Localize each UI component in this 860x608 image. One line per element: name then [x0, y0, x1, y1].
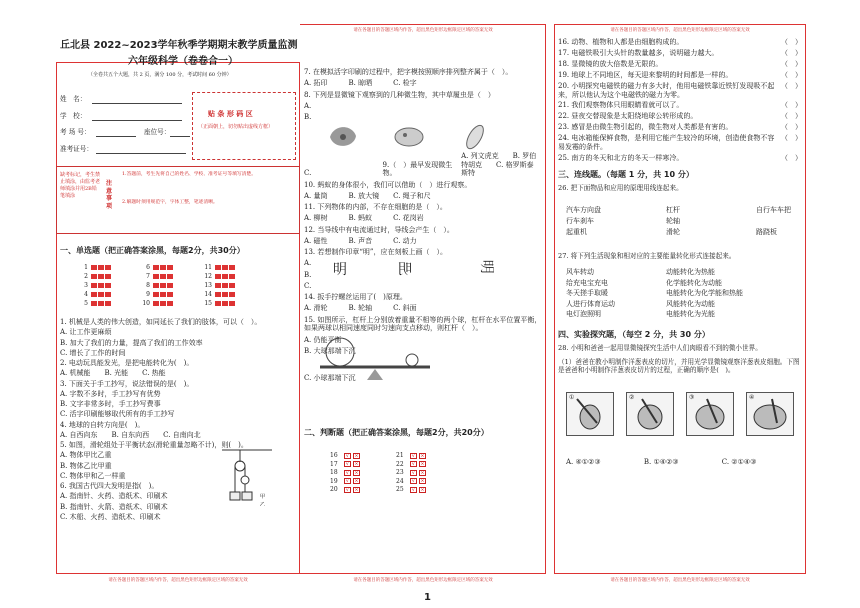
answer-bubble[interactable]: [153, 292, 159, 297]
q28-options: [566, 458, 802, 467]
answer-blank[interactable]: （ ）: [781, 112, 802, 121]
seat-field[interactable]: [170, 136, 190, 137]
match-item[interactable]: 化学能转化为动能: [666, 278, 722, 287]
true-bubble[interactable]: √: [345, 486, 350, 493]
q-line: B. 物体乙比甲重: [60, 461, 112, 470]
q-line: 6. 我国古代四大发明是指( )。: [60, 482, 159, 490]
match-item[interactable]: 冬天搓手取暖: [566, 289, 608, 297]
true-bubble[interactable]: √: [345, 469, 350, 476]
absent-mark: 缺考标记，考生禁止填涂，由监考老师填涂并用2B铅笔填涂: [60, 172, 101, 199]
bubble-column: [138, 264, 174, 309]
false-bubble[interactable]: ×: [354, 452, 359, 459]
name-label: 姓 名：: [60, 95, 87, 103]
question-number: 4: [84, 291, 88, 298]
answer-bubble[interactable]: [222, 292, 228, 297]
match-row: [566, 310, 802, 321]
match-item[interactable]: 起重机: [566, 228, 587, 236]
school-label: 学 校：: [60, 112, 87, 120]
answer-bubble[interactable]: [98, 292, 104, 297]
statement-text: 24. 电冰箱能保鲜食物，是利用它能产生较冷的环境，创造使食物不容易发霉的条件。: [558, 134, 775, 151]
answer-blank[interactable]: （ ）: [781, 70, 802, 79]
question-number: 7: [146, 273, 150, 280]
bubble-row: [138, 282, 174, 291]
match-item[interactable]: 汽车方向盘: [566, 206, 601, 214]
false-bubble[interactable]: ×: [354, 478, 359, 484]
question-number: 20: [330, 486, 338, 493]
page-number: 1: [424, 592, 431, 603]
false-bubble[interactable]: ×: [354, 486, 359, 493]
room-label: 考 场 号：: [60, 128, 91, 136]
match-item[interactable]: 路跷板: [756, 228, 777, 236]
question-number: 25: [396, 486, 404, 493]
q-line: A. 物体甲比乙重: [60, 451, 112, 460]
question-number: 13: [204, 282, 212, 289]
glyph-c: 明: [477, 259, 494, 274]
match-item[interactable]: 行车刹车: [566, 217, 594, 225]
section-1-title: 一、单选题（把正确答案涂黑，每题2分，共30分）: [60, 246, 245, 255]
match-row: [566, 300, 802, 311]
q2-line: 9.（ ）最早发现微生物。: [382, 160, 453, 178]
answer-bubble[interactable]: [215, 301, 221, 306]
judge-statement: [558, 49, 802, 58]
section-2-title: 二、判断题（把正确答案涂黑，每题2分，共20分）: [304, 428, 489, 437]
answer-bubble[interactable]: [98, 283, 104, 288]
answer-bubble[interactable]: [153, 265, 159, 270]
false-bubble[interactable]: ×: [354, 461, 359, 467]
question-number: 12: [204, 273, 212, 280]
banner-bottom-1: 请在各题目的答题区域内作答，超出黑色矩形边框限定区域的答案无效: [108, 578, 248, 583]
answer-bubble[interactable]: [160, 301, 166, 306]
bubble-row: [200, 273, 236, 282]
q2-line: C.: [304, 281, 312, 290]
judge-row: [396, 469, 428, 478]
q-line: 4. 地球的自转方向是( )。: [60, 420, 145, 429]
true-bubble[interactable]: √: [411, 461, 416, 467]
statement-text: 17. 电磁铁吸引大头针的数量越多，说明磁力越大。: [558, 48, 719, 57]
answer-blank[interactable]: （ ）: [781, 123, 802, 132]
answer-bubble[interactable]: [222, 265, 228, 270]
room-field[interactable]: [96, 136, 136, 137]
answer-blank[interactable]: （ ）: [781, 48, 802, 57]
answer-bubble[interactable]: [153, 283, 159, 288]
question-number: 6: [146, 264, 150, 271]
q-line: 5. 如图，滑轮组处于平衡状态(滑轮重量忽略不计)，则( )。: [60, 441, 248, 449]
q2-line: 8. 下列是显微镜下观察到的几种微生物，其中草履虫是（ ）: [304, 90, 495, 99]
judge-row: [330, 469, 362, 478]
pulley-figure: [222, 448, 272, 506]
answer-bubble[interactable]: [167, 265, 173, 270]
section-3-title: 三、连线题。（每题 1 分，共 10 分）: [558, 170, 694, 179]
option[interactable]: C. ②①④③: [721, 458, 757, 466]
barcode-label: 贴 条 形 码 区: [208, 110, 253, 118]
exam-note: （全卷共五个大题，共 2 页，满分 100 分，考试时间 60 分钟）: [88, 72, 232, 78]
question-number: 22: [396, 460, 404, 468]
bubble-column: [76, 264, 112, 309]
answer-bubble[interactable]: [229, 292, 235, 297]
notice-title: 注意事项: [106, 180, 113, 210]
match-row: [566, 289, 802, 300]
q28-text: 28. 小明和爸爸一起用显微镜探究生活中人们肉眼看不到的微小世界。: [558, 344, 762, 352]
judge-row: [396, 452, 428, 461]
bubble-row: [200, 291, 236, 300]
question-number: 1: [84, 264, 88, 271]
q2-line: B. 大球那端下沉: [304, 346, 356, 355]
match-group-1: [566, 206, 802, 239]
notice-item-2: 2.解题时须用规范字，字体工整，笔迹清晰。: [122, 200, 218, 205]
match-item[interactable]: 滑轮: [666, 228, 680, 236]
answer-bubble[interactable]: [215, 292, 221, 297]
question-number: 3: [84, 282, 88, 289]
answer-bubble[interactable]: [105, 292, 111, 297]
statement-text: 18. 显微镜的放大倍数是无限的。: [558, 59, 663, 68]
question-number: 5: [84, 300, 88, 307]
true-bubble[interactable]: √: [411, 452, 416, 459]
q-line: A. 字数不多时，手工抄写有优势: [60, 389, 161, 398]
answer-bubble[interactable]: [91, 283, 97, 288]
answer-bubble[interactable]: [229, 265, 235, 270]
question-number: 14: [204, 291, 212, 298]
judge-statement: [558, 71, 802, 80]
bubble-row: [76, 273, 112, 282]
q2-line: 13. 若想制作印章“明”，应在刻板上画（ ）。: [304, 248, 448, 256]
answer-bubble[interactable]: [91, 292, 97, 297]
statement-text: 23. 感冒是由微生物引起的，微生物对人类都是有害的。: [558, 123, 733, 132]
judge-statement: [558, 154, 802, 163]
barcode-sub: （正面朝上，切勿贴出虚线方框）: [198, 124, 274, 130]
step-image: [686, 392, 734, 436]
answer-bubble[interactable]: [105, 301, 111, 306]
banner-bottom-3: 请在各题目的答题区域内作答，超出黑色矩形边框限定区域的答案无效: [610, 578, 750, 583]
bubble-row: [76, 291, 112, 300]
bubble-row: [138, 291, 174, 300]
judge-statement: [558, 134, 802, 152]
step-number: ②: [629, 394, 635, 401]
judge-statement: [558, 38, 802, 47]
match-row: [566, 206, 802, 217]
q-line: C. 活字印刷能够取代所有的手工抄写: [60, 410, 175, 419]
judge-row: [396, 478, 428, 487]
q26-text: 26. 把下面物品和应用的原理用线连起来。: [558, 184, 683, 192]
q2-line: A. 拓印 B. 晾晒 C. 检字: [304, 79, 417, 88]
name-field[interactable]: [92, 103, 182, 104]
microbe-a-image: [326, 122, 360, 152]
true-bubble[interactable]: √: [411, 469, 416, 476]
answer-bubble[interactable]: [160, 274, 166, 279]
answer-blank[interactable]: （ ）: [781, 153, 802, 162]
banner-top-3: 请在各题目的答题区域内作答，超出黑色矩形边框限定区域的答案无效: [610, 28, 750, 33]
option[interactable]: A. ④①②③: [566, 458, 601, 466]
true-bubble[interactable]: √: [411, 478, 416, 484]
false-bubble[interactable]: ×: [420, 469, 425, 476]
judge-row: [396, 461, 428, 470]
question-number: 17: [330, 460, 338, 468]
microbe-c-image: [458, 122, 492, 152]
bubble-row: [200, 300, 236, 309]
answer-bubble[interactable]: [215, 283, 221, 288]
step-image: [746, 392, 794, 436]
answer-bubble[interactable]: [160, 283, 166, 288]
glyph-b: 明: [398, 262, 412, 278]
q-line: B. 加大了我们的力量，提高了我们的工作效率: [60, 338, 203, 347]
judge-statement: [558, 82, 802, 100]
q2-line: B.: [304, 270, 312, 279]
microbe-b-image: [392, 122, 426, 152]
seat-label: 座位号：: [144, 128, 171, 136]
q2-line: A. 柳树 B. 蚂蚁 C. 花岗岩: [304, 214, 424, 223]
statement-text: 22. 昼夜交替现象是太阳绕地球公转形成的。: [558, 112, 698, 121]
answer-bubble[interactable]: [98, 274, 104, 279]
match-item[interactable]: 给充电宝充电: [566, 278, 608, 287]
question-list-3: [558, 38, 802, 165]
match-item[interactable]: 风能转化为动能: [666, 299, 715, 308]
judge-row: [396, 486, 428, 495]
statement-text: 20. 小明探究电磁铁的磁力有多大时，他用电磁铁靠近铁钉发现吸不起来，所以他认为这个电磁铁的磁力为零。: [558, 81, 775, 99]
q-line: A. 机械能 B. 光能 C. 热能: [60, 369, 166, 378]
answer-bubble[interactable]: [222, 274, 228, 279]
q2-line: A. 滑轮 B. 轮轴 C. 斜面: [304, 304, 417, 313]
q2-line: 10. 蚂蚁的身体很小，我们可以借助（ ）进行观察。: [304, 180, 472, 189]
q-line: A. 让工作更麻烦: [60, 328, 112, 337]
statement-text: 19. 地球上不同地区，每天迎来黎明的时间都是一样的。: [558, 70, 733, 79]
ticket-label: 准考证号：: [60, 145, 93, 153]
answer-blank[interactable]: （ ）: [781, 59, 802, 68]
answer-blank[interactable]: （ ）: [781, 134, 802, 143]
false-bubble[interactable]: ×: [420, 486, 425, 493]
ticket-field[interactable]: [96, 153, 186, 154]
answer-blank[interactable]: （ ）: [781, 101, 802, 110]
true-bubble[interactable]: √: [411, 486, 416, 493]
q2-line: 11. 下列物体的内部，不存在细胞的是（ ）。: [304, 203, 447, 211]
judge-row: [330, 478, 362, 487]
judge-column: [330, 452, 362, 495]
match-item[interactable]: 人进行体育运动: [566, 299, 615, 308]
bubble-row: [138, 264, 174, 273]
judge-statement: [558, 60, 802, 69]
exam-subtitle: 六年级科学（卷卷合一）: [128, 56, 238, 67]
question-number: 8: [146, 282, 150, 289]
false-bubble[interactable]: ×: [354, 469, 359, 476]
question-number: 21: [396, 452, 404, 459]
pulley-label-a: 甲: [260, 494, 266, 500]
match-item[interactable]: 电能转化为化学能和热能: [666, 289, 743, 297]
q-line: C. 增长了工作的时间: [60, 348, 126, 357]
question-number: 15: [204, 300, 212, 307]
q28a-text: （1）爸爸在教小明制作洋葱表皮的切片，并用光学显微镜观察洋葱表皮细胞。下图是爸爸和小明制作洋葱表皮切片的过程，正确的顺序是( )。: [558, 358, 800, 375]
section-4-title: 四、实验探究题，（每空 2 分，共 30 分）: [558, 330, 710, 339]
statement-text: 16. 动物、植物和人都是由细胞构成的。: [558, 38, 684, 46]
onion-steps: [566, 392, 802, 440]
q-line: 3. 下面关于手工抄写，说法错误的是( )。: [60, 379, 194, 388]
step-number: ③: [689, 394, 695, 401]
question-number: 2: [84, 273, 88, 280]
answer-bubble[interactable]: [91, 301, 97, 306]
judge-row: [330, 486, 362, 495]
glyph-a: 明: [333, 262, 347, 278]
answer-bubble[interactable]: [222, 283, 228, 288]
bubble-row: [76, 300, 112, 309]
q-line: 1. 机械是人类的伟大创造，如同延长了我们的肢体，可以（ ）。: [60, 318, 262, 326]
answer-bubble[interactable]: [153, 301, 159, 306]
q2-line: 14. 扳手拧螺丝运用了( )原理。: [304, 293, 407, 301]
q2-line: A. 仍能平衡: [304, 335, 342, 344]
answer-bubble[interactable]: [105, 283, 111, 288]
judge-statement: [558, 101, 802, 110]
false-bubble[interactable]: ×: [420, 461, 425, 467]
answer-bubble[interactable]: [105, 265, 111, 270]
q-line: B. 指南针、火箭、造纸术、印刷术: [60, 502, 168, 511]
bubble-row: [76, 264, 112, 273]
question-number: 23: [396, 469, 404, 476]
judge-statement: [558, 112, 802, 121]
q2-line: C. 小球那端下沉: [304, 373, 356, 382]
q-line: A. 指南针、火药、造纸术、印刷术: [60, 492, 168, 501]
q2-line: A. 列文虎克 B. 罗伯特胡克 C. 格罗斯泰斯特: [461, 151, 537, 178]
q2-line: C.: [304, 169, 312, 178]
banner-top-2: 请在各题目的答题区域内作答，超出黑色矩形边框限定区域的答案无效: [353, 28, 493, 33]
judge-row: [330, 452, 362, 461]
q-line: 2. 电动玩具能发光，是把电能转化为( )。: [60, 359, 194, 367]
match-item[interactable]: [756, 217, 802, 228]
answer-bubble[interactable]: [105, 274, 111, 279]
question-number: 9: [146, 291, 150, 298]
q27-text: 27. 将下列生活现象和相对应的主要能量转化形式连接起来。: [558, 252, 736, 260]
bubble-row: [200, 264, 236, 273]
bubble-row: [76, 282, 112, 291]
question-number: 16: [330, 452, 338, 459]
bubble-row: [200, 282, 236, 291]
bubble-row: [138, 300, 174, 309]
match-item[interactable]: 轮轴: [666, 217, 680, 225]
answer-blank[interactable]: （ ）: [781, 38, 802, 46]
q-line: C. 物体甲和乙一样重: [60, 471, 126, 480]
q2-line: 7. 在模拟活字印刷的过程中，把字模按照顺序排列整齐属于（ ）。: [304, 68, 513, 76]
answer-bubble[interactable]: [98, 265, 104, 270]
q-line: A. 自西向东 B. 自东向西 C. 自南向北: [60, 430, 201, 439]
bubble-column: [200, 264, 236, 309]
question-number: 24: [396, 477, 404, 485]
match-row: [566, 217, 802, 228]
match-item[interactable]: 电灯泡照明: [566, 310, 601, 318]
q2-line: B.: [304, 113, 312, 121]
judge-row: [330, 461, 362, 470]
school-field[interactable]: [92, 120, 182, 121]
judge-column: [396, 452, 428, 495]
match-item[interactable]: 风车转动: [566, 268, 594, 276]
step-number: ①: [569, 394, 575, 401]
notice-item-1: 1.答题前，考生先将自己的姓名、学校、准考证号等填写清楚。: [122, 172, 257, 177]
true-bubble[interactable]: √: [345, 478, 350, 484]
answer-bubble[interactable]: [91, 274, 97, 279]
lever-figure: [320, 334, 430, 384]
q2-line: 15. 如图所示，杠杆上分别放着重量不相等的两个球，杠杆在水平位置平衡，如果两球以相同速度同时匀速向支点移动，则杠杆（ ）。: [304, 315, 542, 333]
answer-bubble[interactable]: [215, 265, 221, 270]
false-bubble[interactable]: ×: [420, 478, 425, 484]
answer-bubble[interactable]: [167, 274, 173, 279]
question-number: 11: [204, 264, 212, 271]
pulley-label-b: 乙: [260, 502, 266, 506]
q2-line: A.: [304, 259, 312, 268]
true-bubble[interactable]: √: [345, 452, 350, 459]
answer-bubble[interactable]: [167, 301, 173, 306]
q2-line: A.: [304, 101, 312, 110]
answer-bubble[interactable]: [91, 265, 97, 270]
answer-bubble[interactable]: [229, 274, 235, 279]
bubble-row: [138, 273, 174, 282]
match-group-2: [566, 268, 802, 321]
answer-bubble[interactable]: [222, 301, 228, 306]
q2-line: A. 磁性 B. 声音 C. 动力: [304, 236, 417, 245]
q2-line: 12. 当导线中有电流通过时，导线会产生（ ）。: [304, 225, 454, 234]
match-item[interactable]: 动能转化为热能: [666, 268, 715, 276]
match-item[interactable]: 电能转化为光能: [666, 310, 715, 318]
answer-bubble[interactable]: [160, 292, 166, 297]
answer-bubble[interactable]: [229, 301, 235, 306]
match-row: [566, 268, 802, 279]
banner-bottom-2: 请在各题目的答题区域内作答，超出黑色矩形边框限定区域的答案无效: [353, 578, 493, 583]
match-row: [566, 228, 802, 239]
judge-statement: [558, 123, 802, 132]
option[interactable]: B. ①④②③: [643, 458, 679, 466]
answer-bubble[interactable]: [160, 265, 166, 270]
question-number: 19: [330, 477, 338, 485]
match-item[interactable]: 自行车车把: [756, 206, 791, 214]
step-image: [626, 392, 674, 436]
statement-text: 21. 我们观察物体只用眼睛看就可以了。: [558, 101, 684, 110]
answer-bubble[interactable]: [167, 292, 173, 297]
match-item[interactable]: 杠杆: [666, 206, 680, 214]
question-number: 10: [142, 300, 150, 307]
step-number: ④: [749, 394, 755, 401]
answer-blank[interactable]: （ ）: [781, 81, 802, 90]
answer-bubble[interactable]: [153, 274, 159, 279]
q2-line: A. 量筒 B. 放大镜 C. 绳子和尺: [304, 191, 431, 200]
answer-bubble[interactable]: [215, 274, 221, 279]
q-line: B. 文字非常多时，手工抄写费事: [60, 400, 161, 408]
true-bubble[interactable]: √: [345, 461, 350, 467]
answer-bubble[interactable]: [98, 301, 104, 306]
question-number: 18: [330, 469, 338, 476]
false-bubble[interactable]: ×: [420, 452, 425, 459]
answer-bubble[interactable]: [229, 283, 235, 288]
statement-text: 25. 南方的冬天和北方的冬天一样寒冷。: [558, 153, 684, 162]
exam-title: 丘北县 2022~2023学年秋季学期期末教学质量监测: [60, 40, 298, 51]
q-line: C. 木船、火药、造纸术、印刷术: [60, 512, 161, 521]
step-image: [566, 392, 614, 436]
answer-bubble[interactable]: [167, 283, 173, 288]
match-row: [566, 279, 802, 290]
